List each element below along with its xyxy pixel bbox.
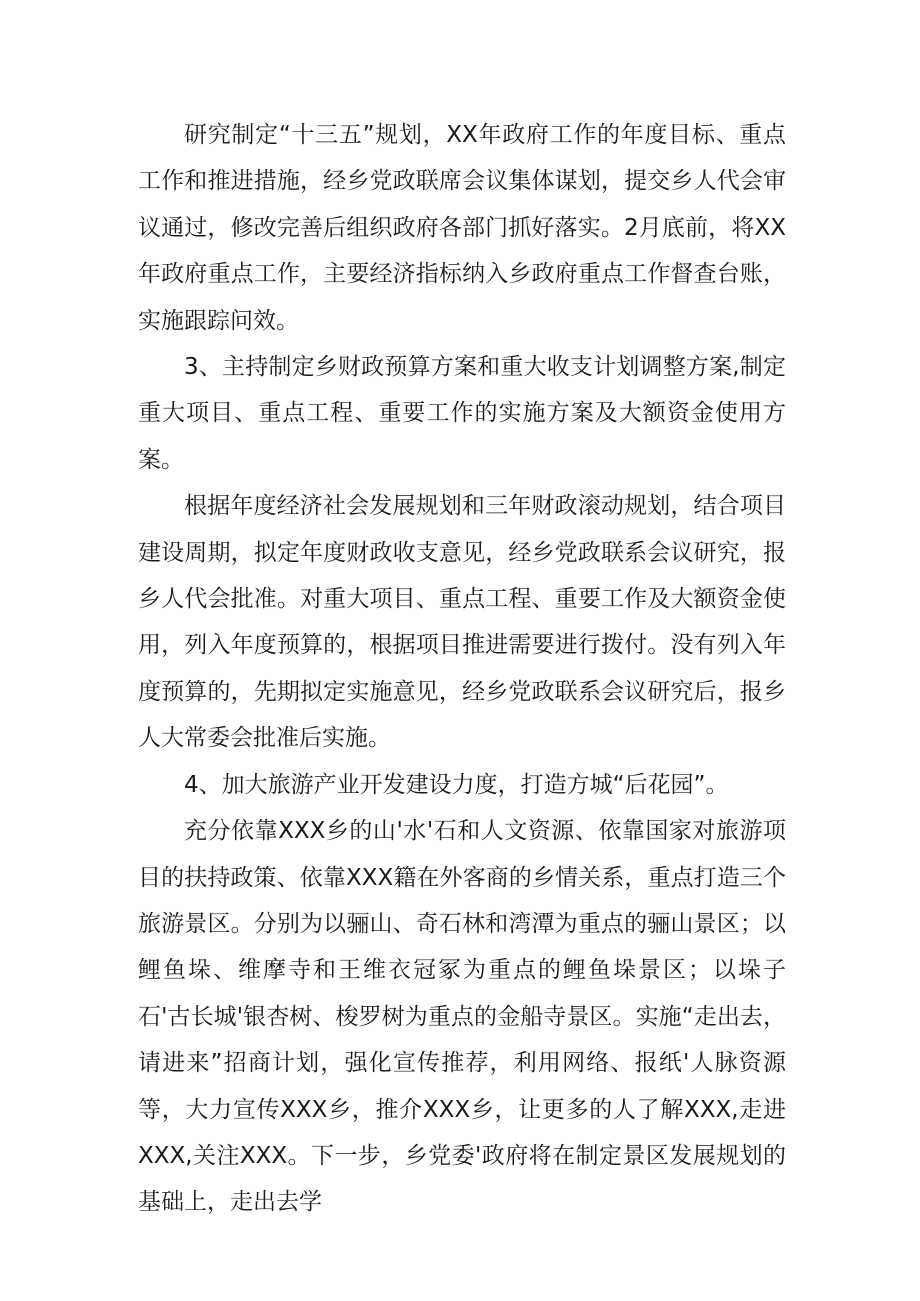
paragraph-item-3-heading: 3、主持制定乡财政预算方案和重大收支计划调整方案,制定重大项目、重点工程、重要工作的实施方案及大额资金使用方案。	[138, 354, 786, 473]
paragraph-item-4-heading: 4、加大旅游产业开发建设力度，打造方城“后花园”。	[184, 771, 729, 798]
paragraph-tourism: 充分依靠XXX乡的山'水'石和人文资源、依靠国家对旅游项目的扶持政策、依靠XXX籍在外客商的乡情关系，重点打造三个旅游景区。分别为以骊山、奇石林和湾潭为重点的骊山景区；以鲤鱼垛、维摩寺和王维衣冠冢为重点的鲤鱼垛景区；以垛子石'古长城'银杏树、梭罗树为重点的金船寺景区。实施“走出去，请进来”招商计划，强化宣传推荐，利用网络、报纸'人脉资源等，大力宣传XXX乡，推介XXX乡，让更多的人了解XXX,走进XXX,关注XXX。下一步，乡党委'政府将在制定景区发展规划的基础上，走出去学	[138, 818, 786, 1216]
paragraph-planning: 研究制定“十三五”规划，XX年政府工作的年度目标、重点工作和推进措施，经乡党政联席会议集体谋划，提交乡人代会审议通过，修改完善后组织政府各部门抓好落实。2月底前，将XX年政府重点工作，主要经济指标纳入乡政府重点工作督查台账，实施跟踪问效。	[138, 122, 786, 334]
paragraph-budget: 根据年度经济社会发展规划和三年财政滚动规划，结合项目建设周期，拟定年度财政收支意见，经乡党政联系会议研究，报乡人代会批准。对重大项目、重点工程、重要工作及大额资金使用，列入年度预算的，根据项目推进需要进行拨付。没有列入年度预算的，先期拟定实施意见，经乡党政联系会议研究后，报乡人大常委会批准后实施。	[138, 493, 786, 752]
document-body	[138, 112, 786, 1226]
